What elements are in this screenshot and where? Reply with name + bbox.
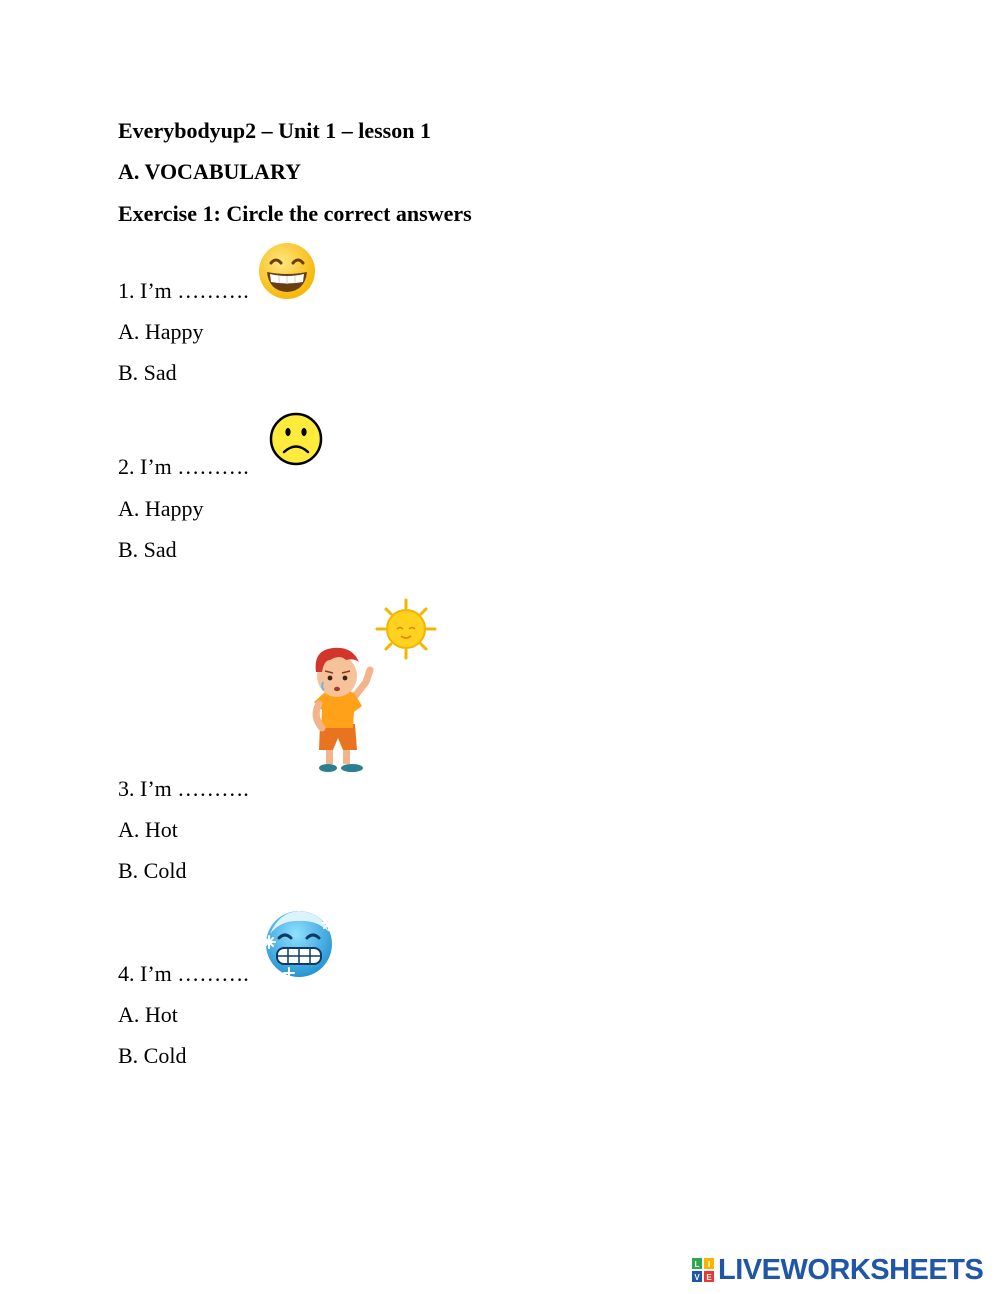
worksheet-title: Everybodyup2 – Unit 1 – lesson 1 <box>118 118 431 143</box>
cold-face-icon <box>259 906 343 982</box>
question-4-prompt: 4. I’m ………. <box>118 961 249 986</box>
logo-letter-l: L <box>694 1260 700 1269</box>
hot-boy-with-sun-illustration <box>300 598 440 780</box>
frowning-face-icon <box>268 411 324 467</box>
logo-letter-v: V <box>694 1273 700 1282</box>
liveworksheets-logo-icon <box>692 1258 714 1282</box>
question-1-option-b[interactable]: B. Sad <box>118 360 177 385</box>
liveworksheets-logo <box>692 1255 983 1285</box>
exercise-heading: Exercise 1: Circle the correct answers <box>118 201 472 226</box>
question-4-option-a[interactable]: A. Hot <box>118 1002 178 1027</box>
question-2-option-a[interactable]: A. Happy <box>118 496 204 521</box>
grinning-face-icon <box>256 241 318 301</box>
question-1-option-a[interactable]: A. Happy <box>118 319 204 344</box>
question-2-option-b[interactable]: B. Sad <box>118 537 177 562</box>
logo-letter-e: E <box>706 1273 712 1282</box>
brand-name[interactable]: LIVEWORKSHEETS <box>718 1253 984 1286</box>
question-4-option-b[interactable]: B. Cold <box>118 1043 187 1068</box>
sun-icon <box>377 600 435 658</box>
section-heading: A. VOCABULARY <box>118 159 301 184</box>
question-3-option-b[interactable]: B. Cold <box>118 858 187 883</box>
question-3-option-a[interactable]: A. Hot <box>118 817 178 842</box>
question-1-prompt: 1. I’m ………. <box>118 278 249 303</box>
question-2-prompt: 2. I’m ………. <box>118 454 249 479</box>
logo-letter-i: I <box>707 1260 711 1269</box>
question-3-prompt: 3. I’m ………. <box>118 776 249 801</box>
